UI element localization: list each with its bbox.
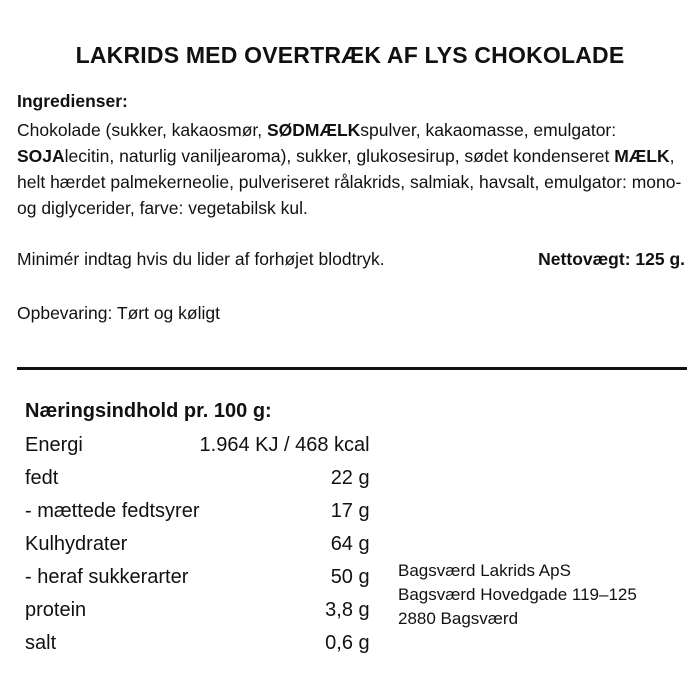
ingredients-text <box>17 117 689 221</box>
health-advice-text: Minimér indtag hvis du lider af forhøjet blodtryk. <box>17 249 385 269</box>
nutrition-row <box>25 495 370 528</box>
notice-row <box>17 247 687 271</box>
section-divider <box>17 367 687 370</box>
nutrition-row-label: - heraf sukkerarter <box>25 566 189 588</box>
nutrition-table <box>25 429 370 660</box>
ingredient-run: , helt hærdet palmekerneolie, pulveriseret rålakrids, salmiak, havsalt, emulgator: mono- og diglycerider, farve: vegetabilsk kul. <box>17 146 682 218</box>
manufacturer-address <box>398 559 637 631</box>
ingredients-heading: Ingredienser: <box>17 91 128 111</box>
nutrition-row-label: salt <box>25 632 57 654</box>
allergen-emphasis: SØDMÆLK <box>266 120 361 140</box>
net-weight-text: Nettovægt: 125 g. <box>538 249 685 269</box>
nutrition-row-value: 17 g <box>330 500 370 522</box>
nutrition-row <box>25 462 370 495</box>
ingredient-run: lecitin, naturlig vaniljearoma), sukker, glukosesirup, sødet kondenseret <box>64 146 615 166</box>
nutrition-row-value: 50 g <box>330 566 370 588</box>
nutrition-row-label: fedt <box>25 467 59 489</box>
nutrition-table-body <box>25 429 370 660</box>
nutrition-row-label: - mættede fedtsyrer <box>25 500 200 522</box>
nutrition-row <box>25 561 370 594</box>
storage-text: Opbevaring: Tørt og køligt <box>17 303 220 323</box>
nutrition-row <box>25 429 370 462</box>
nutrition-row <box>25 594 370 627</box>
ingredient-run: spulver, kakaomasse, emulgator: <box>360 120 617 140</box>
nutrition-heading: Næringsindhold pr. 100 g: <box>25 400 272 422</box>
address-line: Bagsværd Lakrids ApS <box>398 561 571 580</box>
address-line: 2880 Bagsværd <box>398 609 519 628</box>
nutrition-row-value: 3,8 g <box>325 599 370 621</box>
nutrition-row-value: 22 g <box>330 467 370 489</box>
nutrition-row <box>25 627 370 660</box>
nutrition-row-value: 1.964 KJ / 468 kcal <box>199 434 370 456</box>
allergen-emphasis: MÆLK <box>614 146 670 166</box>
page-title: LAKRIDS MED OVERTRÆK AF LYS CHOKOLADE <box>75 42 625 68</box>
nutrition-row-label: Kulhydrater <box>25 533 128 555</box>
allergen-emphasis: SOJA <box>17 146 65 166</box>
nutrition-row-label: Energi <box>25 434 83 456</box>
nutrition-block <box>25 396 370 660</box>
nutrition-row-value: 64 g <box>330 533 370 555</box>
nutrition-row-label: protein <box>25 599 87 621</box>
nutrition-row-value: 0,6 g <box>325 632 370 654</box>
address-line: Bagsværd Hovedgade 119–125 <box>398 585 637 604</box>
nutrition-row <box>25 528 370 561</box>
ingredient-run: Chokolade (sukker, kakaosmør, <box>17 120 267 140</box>
